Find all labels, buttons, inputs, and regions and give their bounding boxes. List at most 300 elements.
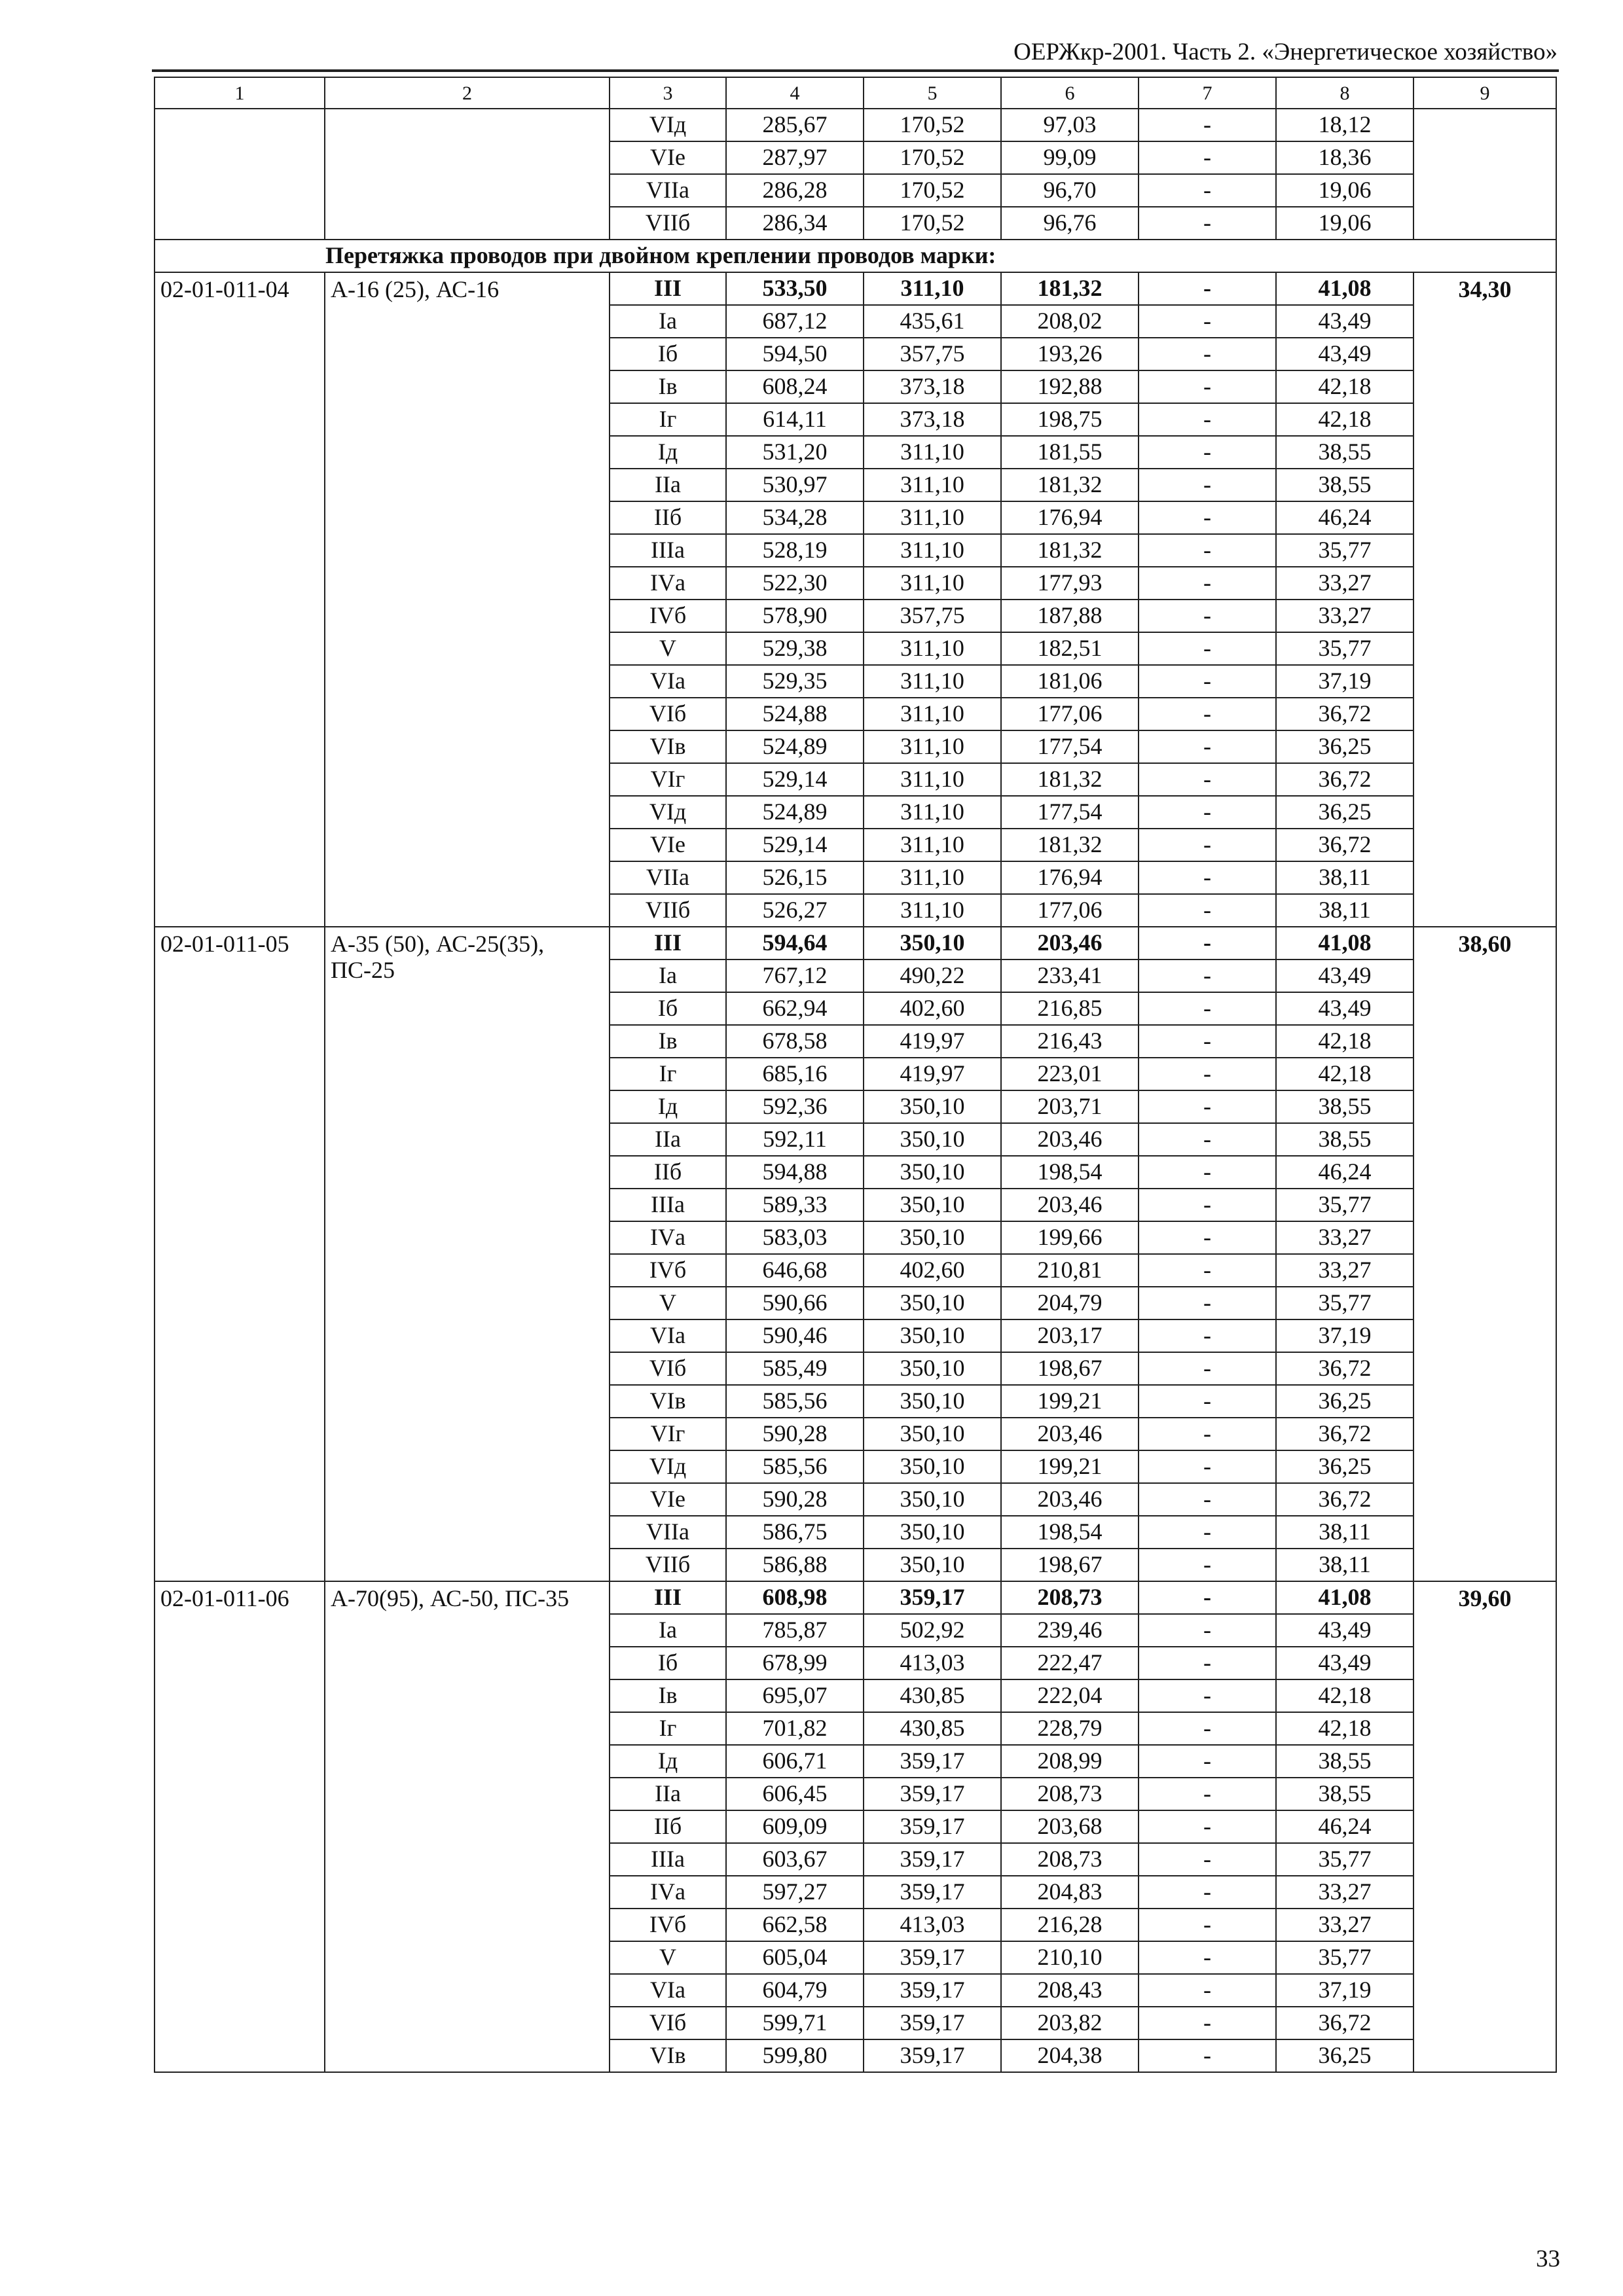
machines-cell: 96,70 — [1001, 174, 1139, 207]
materials-cell: - — [1139, 1778, 1276, 1810]
total-cost-cell: 586,88 — [726, 1549, 864, 1581]
wages-cell: 311,10 — [864, 567, 1001, 600]
labor-cost-cell: 33,27 — [1276, 1254, 1413, 1287]
machines-cell: 177,06 — [1001, 894, 1139, 927]
labor-cost-cell: 33,27 — [1276, 567, 1413, 600]
total-cost-cell: 522,30 — [726, 567, 864, 600]
name-cell: А-16 (25), АС-16 — [325, 272, 610, 927]
machines-cell: 208,73 — [1001, 1843, 1139, 1876]
zone-cell: Iд — [610, 436, 726, 469]
total-cost-cell: 585,56 — [726, 1450, 864, 1483]
labor-cost-cell: 33,27 — [1276, 1909, 1413, 1941]
total-cost-cell: 529,14 — [726, 763, 864, 796]
zone-cell: V — [610, 632, 726, 665]
total-cost-cell: 590,46 — [726, 1319, 864, 1352]
code-cell: 02-01-011-06 — [155, 1581, 325, 2072]
materials-cell: - — [1139, 1647, 1276, 1679]
wages-cell: 357,75 — [864, 600, 1001, 632]
zone-cell: Iв — [610, 1679, 726, 1712]
machines-cell: 204,83 — [1001, 1876, 1139, 1909]
labor-cost-cell: 43,49 — [1276, 1614, 1413, 1647]
materials-cell: - — [1139, 730, 1276, 763]
wages-cell: 402,60 — [864, 1254, 1001, 1287]
wages-cell: 350,10 — [864, 1385, 1001, 1418]
column-number: 4 — [726, 77, 864, 109]
zone-cell: IVб — [610, 1254, 726, 1287]
wages-cell: 311,10 — [864, 501, 1001, 534]
total-cost-cell: 594,64 — [726, 927, 864, 960]
labor-cost-cell: 37,19 — [1276, 665, 1413, 698]
materials-cell: - — [1139, 272, 1276, 305]
section-title-row — [155, 240, 1556, 272]
total-cost-cell: 603,67 — [726, 1843, 864, 1876]
total-cost-cell: 586,75 — [726, 1516, 864, 1549]
machines-cell: 97,03 — [1001, 109, 1139, 141]
total-cost-cell: 534,28 — [726, 501, 864, 534]
total-cost-cell: 606,45 — [726, 1778, 864, 1810]
machines-cell: 204,79 — [1001, 1287, 1139, 1319]
labor-cost-cell: 36,72 — [1276, 763, 1413, 796]
machines-cell: 181,32 — [1001, 469, 1139, 501]
total-cost-cell: 662,58 — [726, 1909, 864, 1941]
wages-cell: 311,10 — [864, 730, 1001, 763]
zone-cell: IIа — [610, 1778, 726, 1810]
materials-cell: - — [1139, 1876, 1276, 1909]
code-cell — [155, 109, 325, 240]
materials-cell: - — [1139, 1156, 1276, 1189]
machines-cell: 203,82 — [1001, 2007, 1139, 2039]
zone-cell: VIг — [610, 1418, 726, 1450]
column-number: 8 — [1276, 77, 1413, 109]
zone-cell: IIа — [610, 469, 726, 501]
labor-cost-cell: 42,18 — [1276, 403, 1413, 436]
labor-cost-cell: 43,49 — [1276, 960, 1413, 992]
zone-cell: VIIб — [610, 1549, 726, 1581]
zone-cell: Iа — [610, 1614, 726, 1647]
materials-cell: - — [1139, 1352, 1276, 1385]
materials-cell: - — [1139, 2039, 1276, 2072]
materials-cell: - — [1139, 632, 1276, 665]
total-cost-cell: 585,56 — [726, 1385, 864, 1418]
wages-cell: 170,52 — [864, 207, 1001, 240]
total-cost-cell: 526,27 — [726, 894, 864, 927]
machines-cell: 210,81 — [1001, 1254, 1139, 1287]
zone-cell: III — [610, 927, 726, 960]
column-number-row — [155, 77, 1556, 109]
table-row — [155, 109, 1556, 141]
zone-cell: IIб — [610, 1156, 726, 1189]
zone-cell: VIа — [610, 1974, 726, 2007]
zone-cell: IIIа — [610, 534, 726, 567]
labor-cost-cell: 35,77 — [1276, 1189, 1413, 1221]
wages-cell: 502,92 — [864, 1614, 1001, 1647]
materials-cell: - — [1139, 763, 1276, 796]
wages-cell: 311,10 — [864, 534, 1001, 567]
machines-cell: 181,32 — [1001, 534, 1139, 567]
zone-cell: Iв — [610, 370, 726, 403]
zone-cell: VIв — [610, 2039, 726, 2072]
zone-cell: VIе — [610, 1483, 726, 1516]
total-cost-cell: 685,16 — [726, 1058, 864, 1090]
labor-cost-cell: 46,24 — [1276, 501, 1413, 534]
labor-cost-cell: 33,27 — [1276, 1221, 1413, 1254]
labor-cost-cell: 42,18 — [1276, 1712, 1413, 1745]
total-cost-cell: 614,11 — [726, 403, 864, 436]
machines-cell: 199,21 — [1001, 1450, 1139, 1483]
labor-cost-cell: 42,18 — [1276, 1058, 1413, 1090]
table-row — [155, 1581, 1556, 1614]
wages-cell: 419,97 — [864, 1025, 1001, 1058]
wages-cell: 350,10 — [864, 1287, 1001, 1319]
total-cost-cell: 599,71 — [726, 2007, 864, 2039]
machines-cell: 216,85 — [1001, 992, 1139, 1025]
materials-cell: - — [1139, 1450, 1276, 1483]
machines-cell: 216,43 — [1001, 1025, 1139, 1058]
materials-cell: - — [1139, 992, 1276, 1025]
machines-cell: 181,55 — [1001, 436, 1139, 469]
machines-cell: 216,28 — [1001, 1909, 1139, 1941]
wages-cell: 359,17 — [864, 2007, 1001, 2039]
column-number: 1 — [155, 77, 325, 109]
materials-cell: - — [1139, 1221, 1276, 1254]
labor-cost-cell: 43,49 — [1276, 992, 1413, 1025]
total-cost-cell: 285,67 — [726, 109, 864, 141]
rate-cell — [1413, 109, 1556, 240]
machines-cell: 208,43 — [1001, 1974, 1139, 2007]
materials-cell: - — [1139, 370, 1276, 403]
wages-cell: 170,52 — [864, 174, 1001, 207]
total-cost-cell: 578,90 — [726, 600, 864, 632]
labor-cost-cell: 41,08 — [1276, 1581, 1413, 1614]
machines-cell: 193,26 — [1001, 338, 1139, 370]
total-cost-cell: 678,99 — [726, 1647, 864, 1679]
labor-cost-cell: 38,11 — [1276, 1549, 1413, 1581]
machines-cell: 204,38 — [1001, 2039, 1139, 2072]
wages-cell: 359,17 — [864, 1745, 1001, 1778]
labor-cost-cell: 43,49 — [1276, 1647, 1413, 1679]
total-cost-cell: 524,88 — [726, 698, 864, 730]
labor-cost-cell: 43,49 — [1276, 338, 1413, 370]
labor-cost-cell: 33,27 — [1276, 1876, 1413, 1909]
wages-cell: 350,10 — [864, 1450, 1001, 1483]
machines-cell: 239,46 — [1001, 1614, 1139, 1647]
labor-cost-cell: 37,19 — [1276, 1319, 1413, 1352]
labor-cost-cell: 37,19 — [1276, 1974, 1413, 2007]
labor-cost-cell: 36,72 — [1276, 2007, 1413, 2039]
materials-cell: - — [1139, 403, 1276, 436]
materials-cell: - — [1139, 1810, 1276, 1843]
materials-cell: - — [1139, 436, 1276, 469]
materials-cell: - — [1139, 1712, 1276, 1745]
labor-cost-cell: 42,18 — [1276, 1679, 1413, 1712]
column-number: 7 — [1139, 77, 1276, 109]
section-title: Перетяжка проводов при двойном креплении проводов марки: — [155, 240, 1556, 272]
wages-cell: 359,17 — [864, 1843, 1001, 1876]
total-cost-cell: 701,82 — [726, 1712, 864, 1745]
total-cost-cell: 592,36 — [726, 1090, 864, 1123]
materials-cell: - — [1139, 1418, 1276, 1450]
total-cost-cell: 592,11 — [726, 1123, 864, 1156]
zone-cell: Iб — [610, 338, 726, 370]
labor-cost-cell: 41,08 — [1276, 272, 1413, 305]
zone-cell: VIе — [610, 141, 726, 174]
materials-cell: - — [1139, 1745, 1276, 1778]
materials-cell: - — [1139, 141, 1276, 174]
machines-cell: 199,66 — [1001, 1221, 1139, 1254]
wages-cell: 413,03 — [864, 1909, 1001, 1941]
materials-cell: - — [1139, 698, 1276, 730]
labor-cost-cell: 38,55 — [1276, 1778, 1413, 1810]
wages-cell: 490,22 — [864, 960, 1001, 992]
wages-cell: 350,10 — [864, 1319, 1001, 1352]
wages-cell: 350,10 — [864, 1221, 1001, 1254]
zone-cell: IIб — [610, 501, 726, 534]
machines-cell: 208,73 — [1001, 1778, 1139, 1810]
zone-cell: IVа — [610, 1876, 726, 1909]
labor-cost-cell: 46,24 — [1276, 1156, 1413, 1189]
materials-cell: - — [1139, 1614, 1276, 1647]
wages-cell: 359,17 — [864, 2039, 1001, 2072]
machines-cell: 223,01 — [1001, 1058, 1139, 1090]
total-cost-cell: 695,07 — [726, 1679, 864, 1712]
wages-cell: 311,10 — [864, 632, 1001, 665]
labor-cost-cell: 36,25 — [1276, 1450, 1413, 1483]
machines-cell: 177,93 — [1001, 567, 1139, 600]
machines-cell: 181,06 — [1001, 665, 1139, 698]
materials-cell: - — [1139, 829, 1276, 861]
column-number: 5 — [864, 77, 1001, 109]
zone-cell: VIд — [610, 1450, 726, 1483]
labor-cost-cell: 42,18 — [1276, 370, 1413, 403]
rate-cell: 38,60 — [1413, 927, 1556, 1581]
machines-cell: 203,46 — [1001, 1123, 1139, 1156]
machines-cell: 208,99 — [1001, 1745, 1139, 1778]
wages-cell: 373,18 — [864, 403, 1001, 436]
zone-cell: V — [610, 1941, 726, 1974]
labor-cost-cell: 43,49 — [1276, 305, 1413, 338]
machines-cell: 187,88 — [1001, 600, 1139, 632]
wages-cell: 350,10 — [864, 1189, 1001, 1221]
total-cost-cell: 529,14 — [726, 829, 864, 861]
zone-cell: VIг — [610, 763, 726, 796]
labor-cost-cell: 36,72 — [1276, 1418, 1413, 1450]
zone-cell: VIIа — [610, 1516, 726, 1549]
materials-cell: - — [1139, 1058, 1276, 1090]
total-cost-cell: 590,28 — [726, 1483, 864, 1516]
materials-cell: - — [1139, 1941, 1276, 1974]
machines-cell: 198,67 — [1001, 1549, 1139, 1581]
machines-cell: 210,10 — [1001, 1941, 1139, 1974]
zone-cell: VIа — [610, 1319, 726, 1352]
materials-cell: - — [1139, 1319, 1276, 1352]
zone-cell: VIв — [610, 730, 726, 763]
wages-cell: 170,52 — [864, 141, 1001, 174]
labor-cost-cell: 33,27 — [1276, 600, 1413, 632]
column-number: 9 — [1413, 77, 1556, 109]
zone-cell: VIIа — [610, 861, 726, 894]
column-number: 6 — [1001, 77, 1139, 109]
zone-cell: VIб — [610, 1352, 726, 1385]
labor-cost-cell: 18,12 — [1276, 109, 1413, 141]
labor-cost-cell: 36,72 — [1276, 698, 1413, 730]
total-cost-cell: 606,71 — [726, 1745, 864, 1778]
wages-cell: 311,10 — [864, 698, 1001, 730]
total-cost-cell: 767,12 — [726, 960, 864, 992]
header-rule — [152, 69, 1559, 72]
labor-cost-cell: 35,77 — [1276, 1941, 1413, 1974]
zone-cell: VIе — [610, 829, 726, 861]
total-cost-cell: 533,50 — [726, 272, 864, 305]
materials-cell: - — [1139, 1189, 1276, 1221]
total-cost-cell: 678,58 — [726, 1025, 864, 1058]
labor-cost-cell: 38,55 — [1276, 436, 1413, 469]
materials-cell: - — [1139, 469, 1276, 501]
labor-cost-cell: 46,24 — [1276, 1810, 1413, 1843]
machines-cell: 181,32 — [1001, 272, 1139, 305]
machines-cell: 203,46 — [1001, 927, 1139, 960]
zone-cell: Iд — [610, 1090, 726, 1123]
total-cost-cell: 594,50 — [726, 338, 864, 370]
zone-cell: IVа — [610, 1221, 726, 1254]
machines-cell: 96,76 — [1001, 207, 1139, 240]
total-cost-cell: 590,66 — [726, 1287, 864, 1319]
wages-cell: 359,17 — [864, 1581, 1001, 1614]
machines-cell: 177,06 — [1001, 698, 1139, 730]
materials-cell: - — [1139, 2007, 1276, 2039]
zone-cell: VIа — [610, 665, 726, 698]
materials-cell: - — [1139, 665, 1276, 698]
name-cell: А-35 (50), АС-25(35), ПС-25 — [325, 927, 610, 1581]
zone-cell: VIIб — [610, 207, 726, 240]
zone-cell: IVб — [610, 1909, 726, 1941]
machines-cell: 177,54 — [1001, 796, 1139, 829]
total-cost-cell: 524,89 — [726, 730, 864, 763]
code-cell: 02-01-011-05 — [155, 927, 325, 1581]
rates-table — [154, 77, 1557, 2073]
total-cost-cell: 590,28 — [726, 1418, 864, 1450]
materials-cell: - — [1139, 1974, 1276, 2007]
wages-cell: 311,10 — [864, 665, 1001, 698]
labor-cost-cell: 18,36 — [1276, 141, 1413, 174]
total-cost-cell: 605,04 — [726, 1941, 864, 1974]
zone-cell: III — [610, 1581, 726, 1614]
total-cost-cell: 599,80 — [726, 2039, 864, 2072]
wages-cell: 311,10 — [864, 829, 1001, 861]
machines-cell: 176,94 — [1001, 861, 1139, 894]
materials-cell: - — [1139, 1549, 1276, 1581]
machines-cell: 181,32 — [1001, 763, 1139, 796]
labor-cost-cell: 38,55 — [1276, 1090, 1413, 1123]
labor-cost-cell: 38,11 — [1276, 894, 1413, 927]
labor-cost-cell: 38,55 — [1276, 1123, 1413, 1156]
total-cost-cell: 524,89 — [726, 796, 864, 829]
machines-cell: 222,04 — [1001, 1679, 1139, 1712]
code-cell: 02-01-011-04 — [155, 272, 325, 927]
zone-cell: Iг — [610, 1058, 726, 1090]
name-cell — [325, 109, 610, 240]
materials-cell: - — [1139, 1090, 1276, 1123]
zone-cell: Iб — [610, 992, 726, 1025]
zone-cell: Iд — [610, 1745, 726, 1778]
labor-cost-cell: 35,77 — [1276, 534, 1413, 567]
materials-cell: - — [1139, 927, 1276, 960]
machines-cell: 228,79 — [1001, 1712, 1139, 1745]
wages-cell: 311,10 — [864, 861, 1001, 894]
zone-cell: Iа — [610, 960, 726, 992]
zone-cell: IIб — [610, 1810, 726, 1843]
labor-cost-cell: 36,25 — [1276, 1385, 1413, 1418]
materials-cell: - — [1139, 1483, 1276, 1516]
labor-cost-cell: 42,18 — [1276, 1025, 1413, 1058]
machines-cell: 198,75 — [1001, 403, 1139, 436]
labor-cost-cell: 36,72 — [1276, 829, 1413, 861]
machines-cell: 198,54 — [1001, 1516, 1139, 1549]
machines-cell: 203,68 — [1001, 1810, 1139, 1843]
wages-cell: 430,85 — [864, 1679, 1001, 1712]
labor-cost-cell: 35,77 — [1276, 1287, 1413, 1319]
wages-cell: 359,17 — [864, 1974, 1001, 2007]
materials-cell: - — [1139, 960, 1276, 992]
total-cost-cell: 608,24 — [726, 370, 864, 403]
zone-cell: Iа — [610, 305, 726, 338]
total-cost-cell: 594,88 — [726, 1156, 864, 1189]
labor-cost-cell: 41,08 — [1276, 927, 1413, 960]
labor-cost-cell: 19,06 — [1276, 207, 1413, 240]
total-cost-cell: 529,38 — [726, 632, 864, 665]
wages-cell: 373,18 — [864, 370, 1001, 403]
total-cost-cell: 662,94 — [726, 992, 864, 1025]
materials-cell: - — [1139, 1287, 1276, 1319]
wages-cell: 357,75 — [864, 338, 1001, 370]
machines-cell: 177,54 — [1001, 730, 1139, 763]
wages-cell: 350,10 — [864, 1549, 1001, 1581]
materials-cell: - — [1139, 1025, 1276, 1058]
labor-cost-cell: 36,25 — [1276, 796, 1413, 829]
machines-cell: 222,47 — [1001, 1647, 1139, 1679]
materials-cell: - — [1139, 174, 1276, 207]
materials-cell: - — [1139, 861, 1276, 894]
zone-cell: Iв — [610, 1025, 726, 1058]
document-header-title: ОЕРЖкр-2001. Часть 2. «Энергетическое хозяйство» — [1013, 39, 1558, 65]
wages-cell: 419,97 — [864, 1058, 1001, 1090]
machines-cell: 233,41 — [1001, 960, 1139, 992]
materials-cell: - — [1139, 1516, 1276, 1549]
machines-cell: 203,46 — [1001, 1418, 1139, 1450]
wages-cell: 350,10 — [864, 1516, 1001, 1549]
wages-cell: 311,10 — [864, 436, 1001, 469]
wages-cell: 350,10 — [864, 1418, 1001, 1450]
wages-cell: 435,61 — [864, 305, 1001, 338]
wages-cell: 359,17 — [864, 1810, 1001, 1843]
total-cost-cell: 526,15 — [726, 861, 864, 894]
total-cost-cell: 609,09 — [726, 1810, 864, 1843]
rate-cell: 34,30 — [1413, 272, 1556, 927]
table-body — [155, 77, 1556, 2072]
labor-cost-cell: 38,11 — [1276, 861, 1413, 894]
zone-cell: VIд — [610, 796, 726, 829]
zone-cell: IVб — [610, 600, 726, 632]
machines-cell: 192,88 — [1001, 370, 1139, 403]
total-cost-cell: 286,28 — [726, 174, 864, 207]
zone-cell: VIд — [610, 109, 726, 141]
zone-cell: VIIа — [610, 174, 726, 207]
table-row — [155, 272, 1556, 305]
wages-cell: 350,10 — [864, 1090, 1001, 1123]
table-row — [155, 927, 1556, 960]
labor-cost-cell: 36,72 — [1276, 1352, 1413, 1385]
materials-cell: - — [1139, 1843, 1276, 1876]
labor-cost-cell: 35,77 — [1276, 1843, 1413, 1876]
